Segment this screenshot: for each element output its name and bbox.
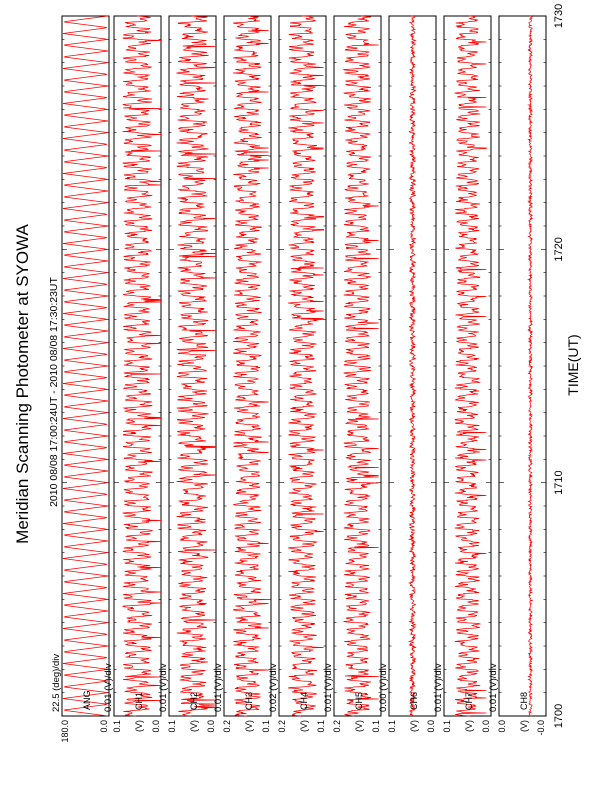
tick-label: 0.1 [371, 720, 381, 733]
series-line-ch7 [455, 16, 487, 716]
tick-label: 0.2 [222, 720, 232, 733]
panel-label: CH1 [134, 691, 144, 710]
panel-label: CH4 [299, 691, 309, 710]
tick-label: 0.0 [206, 720, 216, 733]
series-line-ang [63, 16, 108, 716]
panel-ch4 [268, 16, 326, 733]
series-line-ch1 [123, 16, 161, 716]
panel-unit: (V) [519, 720, 529, 732]
x-tick-label: 1710 [553, 470, 565, 495]
panel-ch7 [433, 16, 491, 733]
tick-label: 0.0 [481, 720, 491, 733]
panel-scale: 0.01 (V)/div [488, 663, 499, 712]
panel-unit: (V) [464, 720, 474, 732]
panel-scale: 0.02 (V)/div [268, 663, 279, 712]
x-tick-label: 1730 [553, 3, 565, 29]
panel-scale: 0.01 (V)/div [213, 663, 224, 712]
tick-label: 0.1 [261, 720, 271, 733]
panel-scale: 0.01 (V)/div [103, 663, 114, 712]
panel-scale: 0.01 (V)/div [433, 663, 444, 712]
panel-ch1 [103, 16, 161, 733]
panel-scale: 0.00 (V)/div [378, 663, 389, 712]
panel-label: CH7 [464, 691, 474, 710]
panel-scale: 0.01 (V)/div [158, 663, 169, 712]
tick-label: 0.1 [442, 720, 452, 733]
panel-scale: 22.5 (deg)/div [51, 653, 62, 712]
panel-frame [62, 16, 109, 716]
panel-unit: (V) [244, 720, 254, 732]
chart-title: Meridian Scanning Photometer at SYOWA [13, 224, 32, 544]
series-line-ch5 [344, 16, 379, 716]
series-line-ch8 [528, 16, 532, 716]
x-tick-label: 1700 [553, 703, 565, 729]
tick-label: 0.0 [99, 720, 109, 733]
series-line-ch3 [233, 16, 269, 716]
panel-label: CH5 [354, 691, 364, 710]
panel-ch3 [213, 16, 271, 733]
series-line-ch2 [176, 16, 216, 716]
panel-scale: 0.01 (V)/div [323, 663, 334, 712]
panel-frame [499, 16, 546, 716]
chart-subtitle: 2010 08/08 17:00:24UT - 2010 08/08 17:30:23UT [48, 277, 60, 507]
tick-label: 180.0 [60, 720, 70, 743]
tick-label: 0.1 [316, 720, 326, 733]
panel-ch6 [378, 16, 436, 733]
tick-label: 0.1 [167, 720, 177, 733]
tick-label: 0.0 [426, 720, 436, 733]
panel-label: CH3 [244, 691, 254, 710]
tick-label: 0.2 [277, 720, 287, 733]
panel-unit: (V) [354, 720, 364, 732]
panel-ch5 [323, 16, 381, 733]
panel-unit: (V) [409, 720, 419, 732]
panel-ch8 [488, 16, 546, 736]
x-axis-label: TIME(UT) [565, 334, 581, 396]
panel-label: CH2 [189, 691, 199, 710]
tick-label: 0.0 [151, 720, 161, 733]
plot-area [51, 4, 565, 743]
tick-label: 0.2 [332, 720, 342, 733]
x-tick-label: 1720 [553, 237, 565, 262]
panel-unit: (V) [299, 720, 309, 732]
tick-label: -0.0 [536, 720, 546, 736]
series-line-ch6 [409, 16, 415, 716]
tick-label: 0.1 [112, 720, 122, 733]
panel-label: CH8 [519, 691, 529, 710]
panel-label: ANG [82, 690, 92, 710]
panel-unit: (V) [134, 720, 144, 732]
series-line-ch4 [288, 16, 324, 716]
tick-label: 0.0 [497, 720, 507, 733]
panel-ch2 [158, 16, 216, 733]
panel-label: CH6 [409, 691, 419, 710]
panel-unit: (V) [189, 720, 199, 732]
tick-label: 0.1 [387, 720, 397, 733]
